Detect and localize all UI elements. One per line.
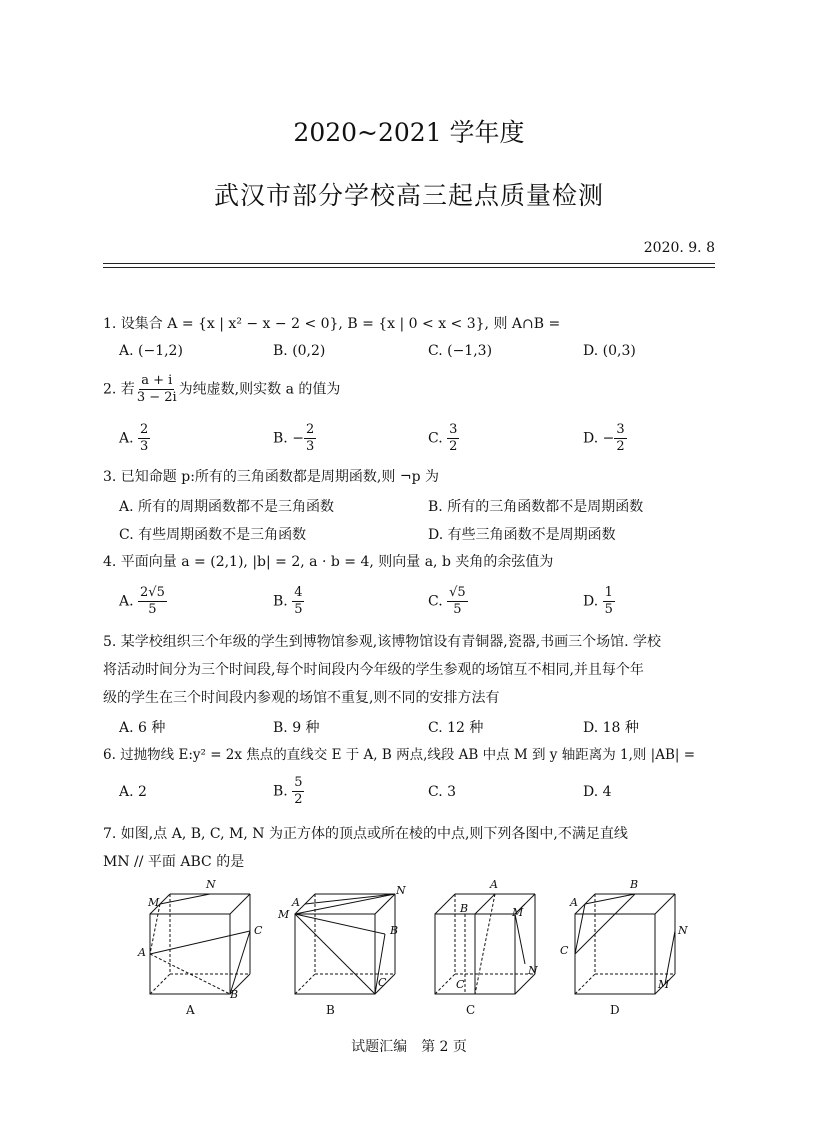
question-3-option-d: D. 有些三角函数不是周期函数 xyxy=(428,527,616,543)
question-5-line-3: 级的学生在三个时间段内参观的场馆不重复,则不同的安排方法有 xyxy=(103,690,500,706)
question-4-option-b: B. $\frac{4}{5}$ xyxy=(273,585,303,617)
question-4-option-d: D. $\frac{1}{5}$ xyxy=(583,585,613,617)
question-6-option-c: C. 3 xyxy=(428,784,457,800)
question-1-option-d: D. (0,3) xyxy=(583,343,636,359)
svg-text:M: M xyxy=(512,906,524,919)
svg-text:A: A xyxy=(570,896,578,909)
question-7-line-1: 7. 如图,点 A, B, C, M, N 为正方体的顶点或所在棱的中点,则下列各图中,不满足直线 xyxy=(103,826,628,842)
header-rule-top xyxy=(103,263,715,264)
question-6-stem: 6. 过抛物线 E:y² = 2x 焦点的直线交 E 于 A, B 两点,线段 AB 中点 M 到 y 轴距离为 1,则 |AB| = xyxy=(103,747,696,763)
question-2-fraction xyxy=(135,373,179,406)
question-5-option-b: B. 9 种 xyxy=(273,720,320,736)
question-3-option-a: A. 所有的周期函数都不是三角函数 xyxy=(119,499,335,515)
svg-text:B: B xyxy=(230,988,239,1001)
svg-text:N: N xyxy=(206,878,216,891)
figure-a-cube xyxy=(150,894,250,994)
svg-text:C: C xyxy=(560,944,569,957)
question-4-option-c: C. $\frac{√5}{5}$ xyxy=(428,585,466,617)
question-3-option-b: B. 所有的三角函数都不是周期函数 xyxy=(428,499,644,515)
question-5-option-c: C. 12 种 xyxy=(428,720,484,736)
svg-text:B: B xyxy=(630,878,639,891)
figure-a-caption: A xyxy=(186,1003,195,1017)
question-5-line-1: 5. 某学校组织三个年级的学生到博物馆参观,该博物馆设有青铜器,瓷器,书画三个场馆. 学校 xyxy=(103,634,662,650)
question-5-line-2: 将活动时间分为三个时间段,每个时间段内今年级的学生参观的场馆互不相同,并且每个年 xyxy=(103,662,644,678)
question-7-line-2: MN // 平面 ABC 的是 xyxy=(103,854,245,870)
question-2-stem xyxy=(103,373,340,406)
svg-text:B: B xyxy=(460,902,469,915)
question-7-figures xyxy=(130,876,700,1021)
page-title-year: 2020~2021 学年度 xyxy=(293,118,525,147)
svg-text:A: A xyxy=(490,878,498,891)
svg-text:N: N xyxy=(396,884,406,897)
svg-text:B: B xyxy=(390,924,399,937)
question-3-stem: 3. 已知命题 p:所有的三角函数都是周期函数,则 ¬p 为 xyxy=(103,469,439,485)
question-1-option-c: C. (−1,3) xyxy=(428,343,493,359)
svg-text:A: A xyxy=(138,946,146,959)
svg-text:N: N xyxy=(528,964,538,977)
svg-text:M: M xyxy=(658,978,670,991)
page-footer: 试题汇编 第 2 页 xyxy=(351,1039,467,1055)
figure-b-caption: B xyxy=(326,1003,335,1017)
question-4-stem: 4. 平面向量 a = (2,1), |b| = 2, a · b = 4, 则向量 a, b 夹角的余弦值为 xyxy=(103,554,554,570)
figure-c-caption: C xyxy=(466,1003,476,1017)
question-5-option-d: D. 18 种 xyxy=(583,720,639,736)
question-6-option-a: A. 2 xyxy=(119,784,147,800)
question-2-option-d: D. − $\frac{3}{2}$ xyxy=(583,422,625,454)
question-2-option-a: A. $\frac{2}{3}$ xyxy=(119,422,149,454)
question-6-option-d: D. 4 xyxy=(583,784,612,800)
question-5-option-a: A. 6 种 xyxy=(119,720,166,736)
figure-d-caption: D xyxy=(610,1003,620,1017)
question-1-stem: 1. 设集合 A = {x | x² − x − 2 < 0}, B = {x | 0 < x < 3}, 则 A∩B = xyxy=(103,316,561,332)
svg-text:A: A xyxy=(292,896,300,909)
fraction-denominator: 3 − 2i xyxy=(136,390,177,405)
question-6-option-b: B. $\frac{5}{2}$ xyxy=(273,775,303,807)
svg-text:N: N xyxy=(678,924,688,937)
header-rule-bottom xyxy=(103,267,715,268)
question-1-option-b: B. (0,2) xyxy=(273,343,326,359)
fraction-numerator: a + i xyxy=(141,373,173,388)
svg-text:M: M xyxy=(278,908,290,921)
question-4-option-a: A. $\frac{2√5}{5}$ xyxy=(119,585,165,617)
question-3-option-c: C. 有些周期函数不是三角函数 xyxy=(119,527,307,543)
question-2-stem-suffix: 为纯虚数,则实数 a 的值为 xyxy=(178,381,341,398)
svg-text:M: M xyxy=(148,896,160,909)
question-1-option-a: A. (−1,2) xyxy=(119,343,183,359)
svg-text:C: C xyxy=(456,978,465,991)
question-2-option-b: B. − $\frac{2}{3}$ xyxy=(273,422,315,454)
svg-text:C: C xyxy=(254,924,263,937)
page-title: 武汉市部分学校高三起点质量检测 xyxy=(213,181,604,210)
exam-date: 2020. 9. 8 xyxy=(643,240,715,256)
question-2-option-c: C. $\frac{3}{2}$ xyxy=(428,422,458,454)
question-2-stem-prefix: 2. 若 xyxy=(103,381,135,398)
svg-text:C: C xyxy=(378,976,387,989)
